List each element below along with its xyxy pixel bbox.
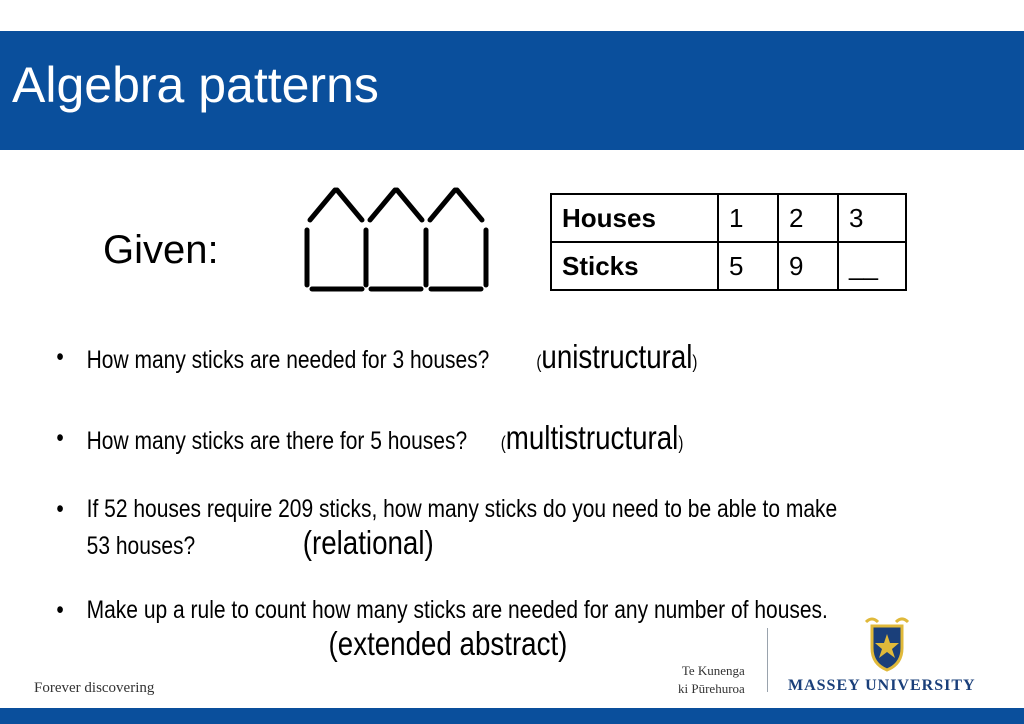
matchstick-houses-figure xyxy=(300,185,500,295)
slide-title: Algebra patterns xyxy=(12,57,379,113)
list-item xyxy=(48,421,854,460)
given-label: Given: xyxy=(103,228,219,272)
maori-line-2: ki Pūrehuroa xyxy=(678,681,745,696)
question-text: Make up a rule to count how many sticks are needed for any number of houses. xyxy=(86,596,828,624)
bullet-icon: • xyxy=(56,424,64,452)
table-cell: 1 xyxy=(718,194,778,242)
list-item xyxy=(48,492,854,563)
bullet-icon: • xyxy=(56,343,64,371)
question-text: How many sticks are there for 5 houses? xyxy=(86,427,468,455)
table-row xyxy=(551,194,906,242)
solo-level-tag: (relational) xyxy=(302,524,434,561)
maori-line-1: Te Kunenga xyxy=(681,663,745,678)
list-item xyxy=(48,593,854,664)
question-text: If 52 houses require 209 sticks, how many sticks do you need to be able to make 53 houses? xyxy=(86,495,838,560)
row-header-sticks: Sticks xyxy=(551,242,718,290)
paren-open: ( xyxy=(500,433,506,453)
solo-level-tag: (extended abstract) xyxy=(328,625,568,662)
list-item xyxy=(48,340,854,379)
solo-level-tag: multistructural xyxy=(505,419,679,456)
table-cell: 3 xyxy=(838,194,906,242)
houses-sticks-table xyxy=(550,193,907,291)
bottom-bar xyxy=(0,708,1024,724)
table-row xyxy=(551,242,906,290)
paren-close: ) xyxy=(678,433,684,453)
blank-answer-cell: __ xyxy=(838,242,906,290)
paren-open: ( xyxy=(536,352,542,372)
table-cell: 2 xyxy=(778,194,838,242)
row-header-houses: Houses xyxy=(551,194,718,242)
table-cell: 9 xyxy=(778,242,838,290)
bullet-icon: • xyxy=(56,495,64,523)
paren-close: ) xyxy=(692,352,698,372)
bullet-icon: • xyxy=(56,596,64,624)
university-name: MASSEY UNIVERSITY xyxy=(788,677,976,694)
maori-name xyxy=(678,662,745,698)
footer-divider xyxy=(767,628,768,692)
footer-slogan: Forever discovering xyxy=(34,680,155,696)
solo-level-tag: unistructural xyxy=(541,338,693,375)
university-crest-icon xyxy=(862,616,912,672)
table-cell: 5 xyxy=(718,242,778,290)
question-list xyxy=(48,340,854,664)
question-text: How many sticks are needed for 3 houses? xyxy=(86,346,490,374)
